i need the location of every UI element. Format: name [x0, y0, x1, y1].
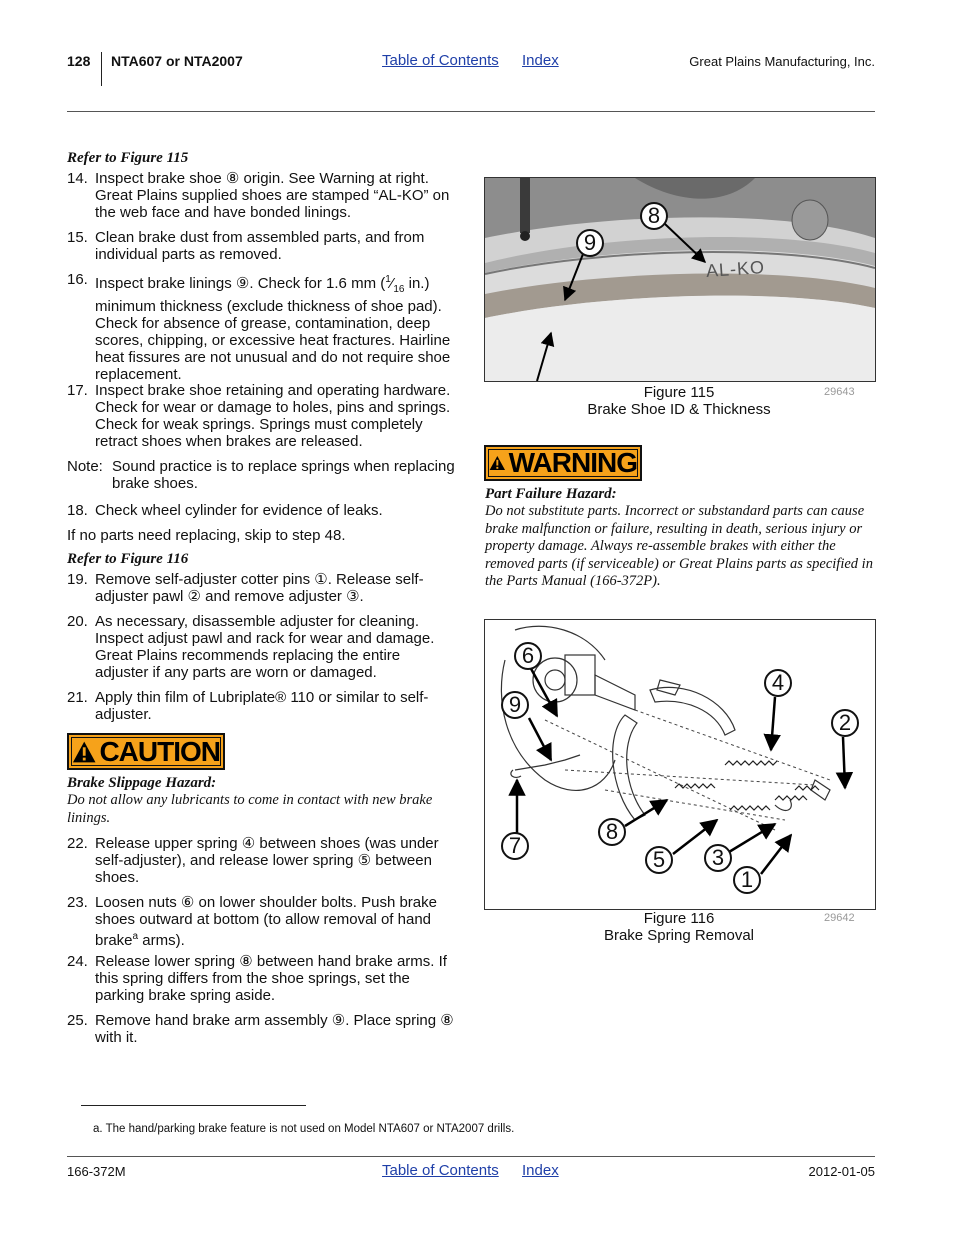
caution-title: Brake Slippage Hazard: — [67, 775, 217, 791]
caution-text: Do not allow any lubricants to come in contact with new brake linings. — [67, 792, 433, 826]
callout-8: 8 — [598, 818, 626, 846]
warning-badge — [484, 445, 642, 481]
step-number: 25. — [67, 1012, 88, 1029]
step-text-b: arms). — [138, 932, 185, 949]
step-text: Inspect brake shoe retaining and operating hardware. Check for wear or damage to holes, pins and springs. Check for weak springs. Springs must completely retract shoes when brakes are released. — [95, 382, 451, 450]
index-link-bottom[interactable]: Index — [522, 1162, 559, 1179]
alert-triangle-icon — [72, 740, 96, 764]
callout-1: 1 — [733, 866, 761, 894]
step-24 — [67, 953, 457, 1004]
brake-exploded-drawing — [485, 620, 875, 909]
callout-8: 8 — [640, 202, 668, 230]
step-text: Check wheel cylinder for evidence of leaks. — [95, 502, 383, 519]
step-text: Inspect brake linings ⑨. Check for 1.6 mm ($^1⁄_{16}$ in.) minimum thickness (exclude thickness of shoe pad). Check for absence of grease, contamination, deep scores, chipping, or excessive heat fractures. Hairline heat fissures are not unusual and do not require shoe replacement. — [95, 274, 451, 383]
fraction-denominator: 16 — [393, 284, 405, 295]
header-rule — [67, 111, 875, 112]
step-text: Apply thin film of Lubriplate® 110 or similar to self-adjuster. — [95, 689, 429, 723]
step-text-a: Loosen nuts ⑥ on lower shoulder bolts. Push brake shoes outward at bottom (to allow removal of hand brake — [95, 894, 437, 949]
callout-5: 5 — [645, 846, 673, 874]
figure-116-part-number: 29642 — [824, 912, 855, 924]
step-number: 24. — [67, 953, 88, 970]
step-18 — [67, 502, 457, 519]
step-19 — [67, 571, 457, 605]
figure-116-title: Brake Spring Removal — [603, 927, 755, 944]
figure-116-caption — [484, 910, 874, 944]
refer-figure-115: Refer to Figure 115 — [67, 150, 189, 166]
step-25 — [67, 1012, 457, 1046]
step-text: Release upper spring ④ between shoes (was under self-adjuster), and release lower spring ⑤ between shoes. — [95, 835, 439, 886]
step-17 — [67, 382, 457, 450]
leader-lines — [485, 178, 875, 381]
footnote-ref[interactable]: a — [132, 931, 139, 942]
step-text-a: Inspect brake linings ⑨. Check for 1.6 mm ( — [95, 275, 386, 292]
step-21 — [67, 689, 457, 723]
page-number: 128 — [67, 53, 91, 69]
step-number: 21. — [67, 689, 88, 706]
step-text: Remove self-adjuster cotter pins ①. Release self-adjuster pawl ② and remove adjuster ③. — [95, 571, 424, 605]
warning-text: Do not substitute parts. Incorrect or substandard parts can cause brake malfunction or failure, resulting in death, serious injury or property damage. Always re-assemble brakes with either the removed parts (if serviceable) or Great Plains parts as specified in the Parts Manual (166-372P). — [485, 503, 873, 589]
step-number: 14. — [67, 170, 88, 187]
step-20 — [67, 613, 457, 681]
toc-link-bottom[interactable]: Table of Contents — [382, 1162, 499, 1179]
callout-7: 7 — [501, 832, 529, 860]
step-22 — [67, 835, 457, 886]
publish-date: 2012-01-05 — [808, 1164, 875, 1179]
caution-badge — [67, 733, 225, 770]
step-number: 20. — [67, 613, 88, 630]
skip-note: If no parts need replacing, skip to step 48. — [67, 527, 346, 544]
refer-figure-116: Refer to Figure 116 — [67, 551, 189, 567]
document-number: 166-372M — [67, 1164, 126, 1179]
step-number: 23. — [67, 894, 88, 911]
step-16 — [67, 271, 457, 383]
step-text: Inspect brake shoe ⑧ origin. See Warning at right. Great Plains supplied shoes are stamped “AL-KO” on the web face and have bonded linings. — [95, 170, 450, 221]
warning-title: Part Failure Hazard: — [485, 486, 617, 502]
step-text — [95, 894, 457, 949]
alert-triangle-icon — [489, 451, 506, 475]
step-text-b: in.) minimum thickness (exclude thickness of shoe pad). Check for absence of grease, contamination, deep scores, chipping, or excessive heat fractures. Hairline heat fissures are not unusual and do not require shoe replacement. — [95, 275, 451, 383]
company-name: Great Plains Manufacturing, Inc. — [689, 54, 875, 69]
callout-2: 2 — [831, 709, 859, 737]
step-15 — [67, 229, 457, 263]
figure-115-title: Brake Shoe ID & Thickness — [587, 401, 771, 418]
figure-115-number: Figure 115 — [643, 384, 715, 401]
warning-word: WARNING — [508, 447, 637, 478]
note-label: Note: — [67, 458, 103, 475]
step-23 — [67, 894, 457, 949]
fraction-numerator: 1 — [385, 274, 391, 285]
figure-116-number: Figure 116 — [643, 910, 715, 927]
step-text: Remove hand brake arm assembly ⑨. Place spring ⑧ with it. — [95, 1012, 454, 1046]
header-divider — [101, 52, 102, 86]
figure-116-drawing — [484, 619, 876, 910]
index-link-top[interactable]: Index — [522, 52, 559, 69]
callout-4: 4 — [764, 669, 792, 697]
step-number: 22. — [67, 835, 88, 852]
callout-6: 6 — [514, 642, 542, 670]
step-text: Release lower spring ⑧ between hand brake arms. If this spring differs from the shoe springs, set the parking brake spring aside. — [95, 953, 447, 1004]
model-title: NTA607 or NTA2007 — [111, 53, 243, 69]
caution-word: CAUTION — [99, 735, 220, 767]
step-number: 17. — [67, 382, 88, 399]
footnote: a. The hand/parking brake feature is not used on Model NTA607 or NTA2007 drills. — [93, 1123, 515, 1135]
step-number: 19. — [67, 571, 88, 588]
figure-115-part-number: 29643 — [824, 386, 855, 398]
step-text: Clean brake dust from assembled parts, and from individual parts as removed. — [95, 229, 425, 263]
note-text: Sound practice is to replace springs when replacing brake shoes. — [112, 458, 455, 492]
callout-9: 9 — [501, 691, 529, 719]
step-number: 16. — [67, 271, 88, 288]
toc-link-top[interactable]: Table of Contents — [382, 52, 499, 69]
figure-115-photo — [484, 177, 876, 382]
footer-rule — [67, 1156, 875, 1157]
footnote-rule — [81, 1105, 306, 1106]
step-number: 15. — [67, 229, 88, 246]
figure-115-caption — [484, 384, 874, 418]
note — [67, 458, 457, 492]
step-text: As necessary, disassemble adjuster for cleaning. Inspect adjust pawl and rack for wear and damage. Great Plains recommends replacing the entire adjuster if any parts are worn or damaged. — [95, 613, 435, 681]
callout-3: 3 — [704, 844, 732, 872]
step-number: 18. — [67, 502, 88, 519]
step-14 — [67, 170, 457, 221]
al-ko-stamp: AL-KO — [705, 256, 766, 282]
callout-9: 9 — [576, 229, 604, 257]
